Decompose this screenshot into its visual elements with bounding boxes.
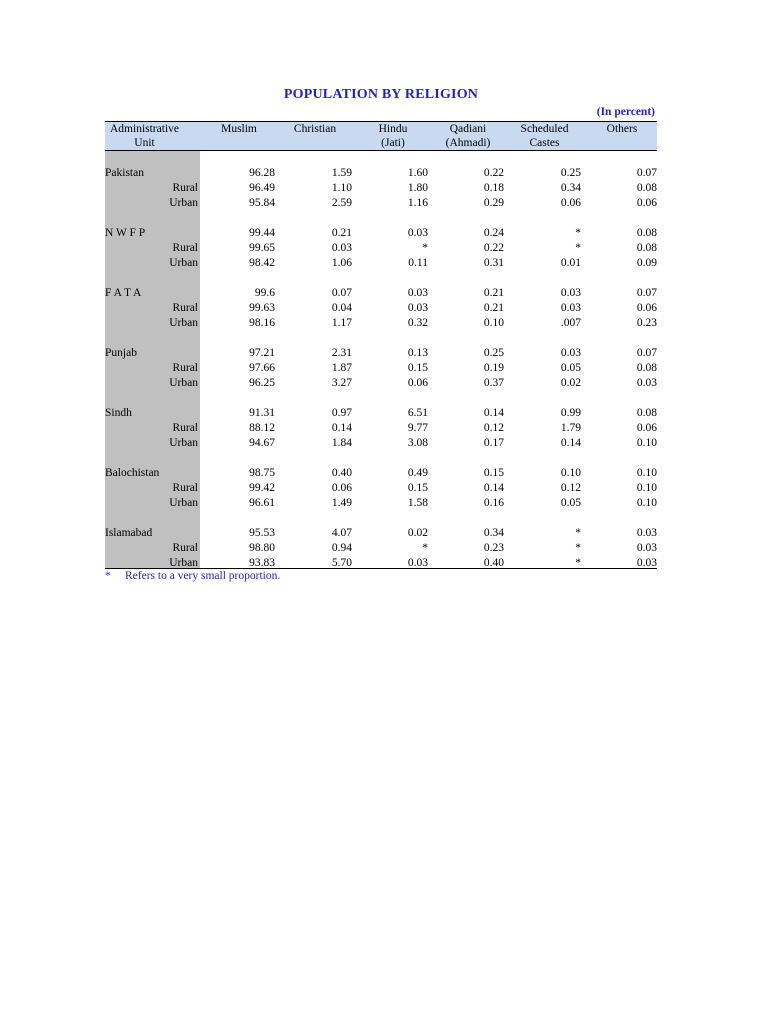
table-row-rural bbox=[105, 241, 657, 256]
cell-hindu: 0.03 bbox=[407, 287, 428, 299]
table-bottom-rule bbox=[105, 568, 657, 569]
table-row-urban bbox=[105, 436, 657, 451]
table-row-rural bbox=[105, 481, 657, 496]
table-row-rural bbox=[105, 541, 657, 556]
cell-qadiani: 0.34 bbox=[483, 527, 504, 539]
cell-qadiani: 0.16 bbox=[483, 497, 504, 509]
table-row-region bbox=[105, 286, 657, 301]
cell-muslim: 97.21 bbox=[249, 347, 275, 359]
cell-hindu: * bbox=[422, 542, 428, 554]
cell-christian: 1.17 bbox=[331, 317, 352, 329]
area-type-label: Rural bbox=[172, 302, 198, 314]
cell-hindu: 0.32 bbox=[407, 317, 428, 329]
cell-hindu: 9.77 bbox=[407, 422, 428, 434]
table-row-region bbox=[105, 526, 657, 541]
cell-muslim: 88.12 bbox=[249, 422, 275, 434]
cell-others: 0.08 bbox=[636, 182, 657, 194]
cell-hindu: 0.11 bbox=[408, 257, 428, 269]
cell-qadiani: 0.22 bbox=[483, 242, 504, 254]
cell-scheduled-castes: 0.05 bbox=[560, 497, 581, 509]
table-row-urban bbox=[105, 316, 657, 331]
cell-muslim: 95.53 bbox=[249, 527, 275, 539]
cell-hindu: 3.08 bbox=[407, 437, 428, 449]
cell-qadiani: 0.31 bbox=[483, 257, 504, 269]
cell-others: 0.08 bbox=[636, 407, 657, 419]
cell-others: 0.06 bbox=[636, 422, 657, 434]
cell-others: 0.10 bbox=[636, 467, 657, 479]
cell-christian: 0.97 bbox=[331, 407, 352, 419]
cell-muslim: 93.83 bbox=[249, 557, 275, 569]
header-hindu: Hindu (Jati) bbox=[378, 123, 408, 149]
area-type-label: Urban bbox=[169, 557, 198, 569]
cell-others: 0.03 bbox=[636, 542, 657, 554]
cell-qadiani: 0.23 bbox=[483, 542, 504, 554]
area-type-label: Rural bbox=[172, 482, 198, 494]
cell-others: 0.03 bbox=[636, 557, 657, 569]
cell-scheduled-castes: * bbox=[575, 557, 581, 569]
cell-hindu: 0.02 bbox=[407, 527, 428, 539]
cell-christian: 2.31 bbox=[331, 347, 352, 359]
cell-others: 0.03 bbox=[636, 527, 657, 539]
cell-christian: 5.70 bbox=[331, 557, 352, 569]
table-row-urban bbox=[105, 196, 657, 211]
region-name: Punjab bbox=[105, 347, 137, 359]
header-scheduled-castes: Scheduled Castes bbox=[520, 123, 569, 149]
table-row-region bbox=[105, 226, 657, 241]
cell-christian: 1.84 bbox=[331, 437, 352, 449]
cell-christian: 0.40 bbox=[331, 467, 352, 479]
cell-others: 0.08 bbox=[636, 362, 657, 374]
footnote-mark: * bbox=[105, 570, 111, 582]
area-type-label: Urban bbox=[169, 497, 198, 509]
cell-hindu: 6.51 bbox=[407, 407, 428, 419]
cell-hindu: 0.15 bbox=[407, 362, 428, 374]
region-name: Pakistan bbox=[105, 167, 144, 179]
cell-others: 0.08 bbox=[636, 242, 657, 254]
cell-scheduled-castes: * bbox=[575, 227, 581, 239]
cell-christian: 1.87 bbox=[331, 362, 352, 374]
cell-hindu: 1.58 bbox=[407, 497, 428, 509]
units-note: (In percent) bbox=[596, 106, 655, 118]
table-row-region bbox=[105, 346, 657, 361]
cell-qadiani: 0.19 bbox=[483, 362, 504, 374]
cell-qadiani: 0.15 bbox=[483, 467, 504, 479]
cell-qadiani: 0.29 bbox=[483, 197, 504, 209]
cell-others: 0.08 bbox=[636, 227, 657, 239]
cell-hindu: 1.80 bbox=[407, 182, 428, 194]
cell-others: 0.10 bbox=[636, 482, 657, 494]
cell-scheduled-castes: * bbox=[575, 242, 581, 254]
cell-scheduled-castes: * bbox=[575, 542, 581, 554]
table-row-urban bbox=[105, 256, 657, 271]
cell-muslim: 99.65 bbox=[249, 242, 275, 254]
table-row-urban bbox=[105, 496, 657, 511]
area-type-label: Rural bbox=[172, 422, 198, 434]
cell-others: 0.10 bbox=[636, 497, 657, 509]
cell-muslim: 96.61 bbox=[249, 497, 275, 509]
cell-christian: 4.07 bbox=[331, 527, 352, 539]
cell-others: 0.09 bbox=[636, 257, 657, 269]
cell-muslim: 95.84 bbox=[249, 197, 275, 209]
table-row-region bbox=[105, 406, 657, 421]
area-type-label: Urban bbox=[169, 437, 198, 449]
cell-scheduled-castes: * bbox=[575, 527, 581, 539]
cell-hindu: 0.03 bbox=[407, 302, 428, 314]
area-type-label: Urban bbox=[169, 317, 198, 329]
cell-scheduled-castes: 0.10 bbox=[560, 467, 581, 479]
page-title: POPULATION BY RELIGION bbox=[283, 87, 479, 102]
cell-christian: 1.06 bbox=[331, 257, 352, 269]
header-muslim: Muslim bbox=[221, 123, 257, 135]
cell-christian: 0.14 bbox=[331, 422, 352, 434]
region-name: F A T A bbox=[105, 287, 142, 299]
cell-qadiani: 0.37 bbox=[483, 377, 504, 389]
cell-qadiani: 0.22 bbox=[483, 167, 504, 179]
table-row-urban bbox=[105, 376, 657, 391]
cell-scheduled-castes: 0.03 bbox=[560, 287, 581, 299]
cell-christian: 0.94 bbox=[331, 542, 352, 554]
table-row-region bbox=[105, 166, 657, 181]
region-name: Sindh bbox=[105, 407, 132, 419]
cell-qadiani: 0.21 bbox=[483, 287, 504, 299]
cell-others: 0.10 bbox=[636, 437, 657, 449]
cell-scheduled-castes: 0.03 bbox=[560, 347, 581, 359]
cell-scheduled-castes: 0.25 bbox=[560, 167, 581, 179]
cell-christian: 3.27 bbox=[331, 377, 352, 389]
cell-muslim: 98.80 bbox=[249, 542, 275, 554]
cell-others: 0.07 bbox=[636, 347, 657, 359]
cell-muslim: 99.42 bbox=[249, 482, 275, 494]
cell-christian: 1.10 bbox=[331, 182, 352, 194]
cell-scheduled-castes: 0.01 bbox=[560, 257, 581, 269]
cell-scheduled-castes: .007 bbox=[560, 317, 581, 329]
cell-hindu: 0.13 bbox=[407, 347, 428, 359]
cell-christian: 2.59 bbox=[331, 197, 352, 209]
cell-christian: 0.07 bbox=[331, 287, 352, 299]
area-type-label: Rural bbox=[172, 542, 198, 554]
cell-others: 0.06 bbox=[636, 197, 657, 209]
cell-qadiani: 0.10 bbox=[483, 317, 504, 329]
cell-scheduled-castes: 0.12 bbox=[560, 482, 581, 494]
cell-hindu: 1.60 bbox=[407, 167, 428, 179]
cell-others: 0.07 bbox=[636, 167, 657, 179]
table-row-rural bbox=[105, 361, 657, 376]
cell-hindu: 0.03 bbox=[407, 227, 428, 239]
cell-others: 0.23 bbox=[636, 317, 657, 329]
cell-muslim: 94.67 bbox=[249, 437, 275, 449]
cell-others: 0.06 bbox=[636, 302, 657, 314]
cell-christian: 0.21 bbox=[331, 227, 352, 239]
cell-scheduled-castes: 0.34 bbox=[560, 182, 581, 194]
cell-hindu: 0.49 bbox=[407, 467, 428, 479]
cell-scheduled-castes: 0.03 bbox=[560, 302, 581, 314]
cell-christian: 1.59 bbox=[331, 167, 352, 179]
cell-muslim: 99.63 bbox=[249, 302, 275, 314]
cell-qadiani: 0.21 bbox=[483, 302, 504, 314]
cell-scheduled-castes: 0.05 bbox=[560, 362, 581, 374]
footnote bbox=[105, 570, 280, 582]
cell-muslim: 97.66 bbox=[249, 362, 275, 374]
cell-qadiani: 0.12 bbox=[483, 422, 504, 434]
cell-qadiani: 0.14 bbox=[483, 482, 504, 494]
cell-muslim: 91.31 bbox=[249, 407, 275, 419]
header-christian: Christian bbox=[293, 123, 337, 135]
cell-muslim: 96.25 bbox=[249, 377, 275, 389]
cell-qadiani: 0.14 bbox=[483, 407, 504, 419]
cell-qadiani: 0.25 bbox=[483, 347, 504, 359]
area-type-label: Rural bbox=[172, 182, 198, 194]
cell-muslim: 98.75 bbox=[249, 467, 275, 479]
cell-christian: 0.03 bbox=[331, 242, 352, 254]
cell-muslim: 96.49 bbox=[249, 182, 275, 194]
cell-scheduled-castes: 0.99 bbox=[560, 407, 581, 419]
header-administrative-unit: Administrative Unit bbox=[110, 123, 179, 149]
cell-qadiani: 0.17 bbox=[483, 437, 504, 449]
cell-others: 0.03 bbox=[636, 377, 657, 389]
cell-others: 0.07 bbox=[636, 287, 657, 299]
cell-scheduled-castes: 0.14 bbox=[560, 437, 581, 449]
cell-muslim: 98.16 bbox=[249, 317, 275, 329]
cell-hindu: 0.15 bbox=[407, 482, 428, 494]
cell-muslim: 98.42 bbox=[249, 257, 275, 269]
area-type-label: Urban bbox=[169, 257, 198, 269]
footnote-text: Refers to a very small proportion. bbox=[125, 570, 281, 582]
header-others: Others bbox=[606, 123, 638, 135]
table-row-rural bbox=[105, 301, 657, 316]
area-type-label: Rural bbox=[172, 362, 198, 374]
table-row-rural bbox=[105, 181, 657, 196]
cell-scheduled-castes: 0.06 bbox=[560, 197, 581, 209]
cell-scheduled-castes: 1.79 bbox=[560, 422, 581, 434]
table-row-rural bbox=[105, 421, 657, 436]
cell-hindu: * bbox=[422, 242, 428, 254]
header-qadiani: Qadiani (Ahmadi) bbox=[445, 123, 491, 149]
cell-christian: 1.49 bbox=[331, 497, 352, 509]
cell-qadiani: 0.18 bbox=[483, 182, 504, 194]
cell-muslim: 96.28 bbox=[249, 167, 275, 179]
cell-muslim: 99.44 bbox=[249, 227, 275, 239]
cell-muslim: 99.6 bbox=[254, 287, 275, 299]
cell-qadiani: 0.24 bbox=[483, 227, 504, 239]
region-name: Islamabad bbox=[105, 527, 153, 539]
table-header bbox=[105, 121, 657, 151]
area-type-label: Urban bbox=[169, 197, 198, 209]
cell-christian: 0.04 bbox=[331, 302, 352, 314]
cell-hindu: 0.03 bbox=[407, 557, 428, 569]
area-type-label: Rural bbox=[172, 242, 198, 254]
region-name: N W F P bbox=[105, 227, 146, 239]
region-name: Balochistan bbox=[105, 467, 160, 479]
cell-hindu: 1.16 bbox=[407, 197, 428, 209]
area-type-label: Urban bbox=[169, 377, 198, 389]
cell-hindu: 0.06 bbox=[407, 377, 428, 389]
cell-qadiani: 0.40 bbox=[483, 557, 504, 569]
table-row-region bbox=[105, 466, 657, 481]
cell-christian: 0.06 bbox=[331, 482, 352, 494]
cell-scheduled-castes: 0.02 bbox=[560, 377, 581, 389]
